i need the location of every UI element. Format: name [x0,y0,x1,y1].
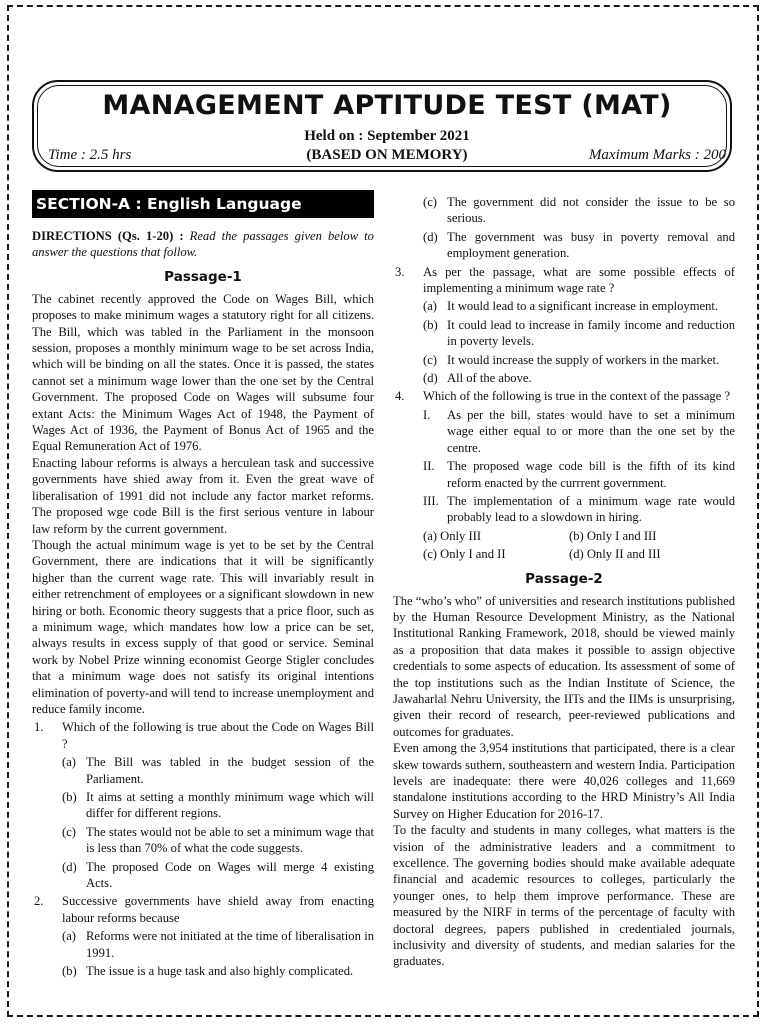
directions-text: Read the passages given below to answer the questions that follow. [32,229,374,260]
passage-2-paragraph: Even among the 3,954 institutions that participated, there is a clear skew towards suthern, southeastern and western India. Participation levels are inadequate: there were 40,026 colleges and 11,669 standalone institutions according to the HRD Ministry’s All India Survey on Higher Education for 2016-17. [393,741,735,821]
option-text: The government did not consider the issue to be so serious. [447,195,735,226]
statement [423,493,735,526]
right-column [393,192,735,970]
option-text: The issue is a huge task and also highly complicated. [86,964,354,979]
option [423,298,735,314]
header-box [32,80,732,172]
option-row [423,528,735,544]
meta-row [48,146,726,164]
statement-text: The proposed wage code bill is the fifth of its kind reform enacted by the currrent government. [447,459,735,490]
option [62,789,374,822]
passage-1-paragraph: The cabinet recently approved the Code on Wages Bill, which proposes to make minimum wages a statutory right for all citizens. The Bill, which was tabled in the Parliament in the monsoon session, proposes a monthly minimum wage to be set across India, which will be binding on all the states. Once it is passed, the states cannot set a minimum wage lower than the one set by the Central Government. The proposed Code on Wages will subsume four extant Acts: the Minimum Wages Act of 1948, the Payment of Wages Act of 1936, the Payment of Bonus Act of 1965 and the Equal Remuneration Act of 1976. [32,291,374,454]
option-text: All of the above. [447,371,532,386]
option-text: It would increase the supply of workers in the market. [447,352,720,367]
passage-2-paragraph: The “who’s who” of universities and research institutions published by the Human Resource Development Ministry, as the National Institutional Ranking Framework, 2018, should be viewed mainly as a proposition that data makes it possible to assign objective credentials to some aspects of education. Its assessment of some of the top institutions such as the Indian Institute of Science, the Jawaharlal Nehru University, the IITs and the IIMs is unsurprising, given their record of research, peer-reviewed publications and outcomes for graduates. [393,593,735,739]
option-label: (a) [62,929,76,944]
question-text: Which of the following is true about the Code on Wages Bill ? [62,720,374,751]
option-text: It would lead to a significant increase in employment. [447,299,719,314]
statement-text: The implementation of a minimum wage rate would probably lead to a slowdown in hiring. [447,493,735,525]
exam-time: Time : 2.5 hrs [48,147,132,163]
question-text: Successive governments have shield away from enacting labour reforms because [62,894,374,925]
question-number: 2. [34,894,44,909]
statement-label: II. [423,459,435,474]
option [62,824,374,857]
option [423,370,735,386]
option [423,352,735,368]
section-title: SECTION-A : English Language [32,190,374,218]
option: (c) Only I and II [423,547,506,562]
left-column [32,190,374,979]
passage-1-paragraph: Enacting labour reforms is always a herculean task and successive governments have shied away from it. Even the great wave of liberalisation of 1991 did not include any factor market reforms. The proposed wge code Bill is the first serious venture in labour law reform by the current government. [32,455,374,536]
memory-note: (BASED ON MEMORY) [306,147,468,163]
passage-2-paragraph: To the faculty and students in many colleges, what matters is the vision of the administrative leaders and a commitment to excellence. The governing bodies should make available adequate financial and academic resources to colleges, particularly the younger ones, to help them improve performance. These are measured by the NIRF in terms of the percentage of faculty with doctoral degrees, papers published in credentialed journals, inclusivity and diversity of students, and median salaries for the graduates. [393,823,735,969]
option [423,317,735,350]
option-label: (d) [423,371,438,386]
option-label: (a) [423,299,437,314]
option-label: (c) [423,352,437,367]
option [62,928,374,961]
option-label: (d) [423,229,438,244]
statement-label: I. [423,407,431,422]
directions-label: DIRECTIONS (Qs. 1-20) : [32,229,184,243]
question-number: 3. [395,264,405,279]
passage-1-paragraph: Though the actual minimum wage is yet to be set by the Central Government, there are indications that it will be significantly higher than the current wage rate. This will invariably result in either retrenchment of employees or a significant slowdown in new hiring or both. Economic theory suggests that a price floor, such as a minimum wage, which mandates how low a price can be set, always results in excess supply of that good or service. Seminal work by Nobel Prize winning economist George Stigler concludes that a minimum wage does not satisfy its original intentions elimination of poverty-and will tend to increase unemployment and reduce family income. [32,537,374,716]
held-on: Held on : September 2021 [304,128,470,144]
question-3 [393,264,735,297]
question-2 [32,893,374,926]
statement [423,458,735,491]
option-text: Reforms were not initiated at the time of liberalisation in 1991. [86,929,374,960]
option-row [423,546,735,562]
question-text: As per the passage, what are some possible effects of implementing a minimum wage rate ? [423,264,735,296]
option-text: It aims at setting a monthly minimum wage which will differ for different regions. [86,790,374,821]
question-text: Which of the following is true in the context of the passage ? [423,389,731,404]
option [423,229,735,262]
option-text: The government was busy in poverty removal and employment generation. [447,229,735,261]
option: (d) Only II and III [569,547,661,562]
passage-2-title: Passage-2 [525,570,603,587]
option-label: (d) [62,859,77,874]
option [62,859,374,892]
statement-label: III. [423,493,439,508]
option-label: (b) [62,964,77,979]
option-label: (a) [62,755,76,770]
statement [423,407,735,456]
passage-1-title: Passage-1 [164,268,242,285]
directions [32,228,374,261]
question-number: 1. [34,720,44,735]
exam-title: MANAGEMENT APTITUDE TEST (MAT) [102,90,672,121]
option: (b) Only I and III [569,528,657,543]
question-1 [32,719,374,752]
option-label: (c) [423,195,437,209]
option-label: (b) [62,790,77,804]
option-text: The states would not be able to set a minimum wage that is less than 70% of what the code suggests. [86,824,374,856]
question-number: 4. [395,389,405,404]
option-text: The proposed Code on Wages will merge 4 existing Acts. [86,859,374,891]
option: (a) Only III [423,528,482,543]
option-text: It could lead to increase in family income and reduction in poverty levels. [447,317,735,349]
option-text: The Bill was tabled in the budget session of the Parliament. [86,755,374,786]
max-marks: Maximum Marks : 200 [588,147,726,163]
option-label: (b) [423,317,438,332]
option [62,963,374,979]
option-label: (c) [62,824,76,839]
question-4 [393,388,735,404]
option [423,194,735,227]
statement-text: As per the bill, states would have to set a minimum wage either equal to or more than the one set by the centre. [447,407,735,455]
option [62,754,374,787]
